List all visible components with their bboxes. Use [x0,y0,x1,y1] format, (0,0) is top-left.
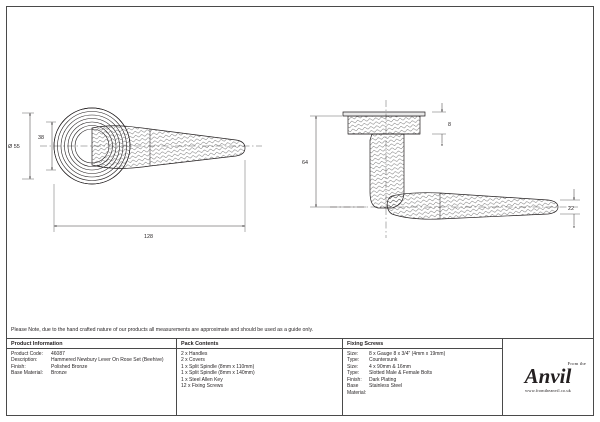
pack-contents-rows [177,349,342,390]
table-row [11,370,176,377]
table-row [347,383,502,396]
row-value: 46087 [51,350,65,357]
brand-logo-column [503,339,593,415]
row-value: 8 x Gauge 8 x 3/4" (4mm x 19mm) [369,350,446,357]
fixing-screws-column [343,339,503,415]
row-value: Bronze [51,370,67,377]
spec-table [7,339,593,415]
dim-lever-height-label: 22 [568,206,574,212]
dim-projection-label: 64 [302,160,308,166]
row-value: Slotted Male & Female Bolts [369,370,433,377]
row-label: Size: [347,363,359,370]
pack-item: 12 x Fixing Screws [181,383,223,390]
row-label: Product Code: [11,350,43,357]
row-label: Finish: [11,363,26,370]
measurement-note: Please Note, due to the hand crafted nature of our products all measurements are approximate and should be used as a guide only. [7,322,593,339]
row-label: Base Material: [11,370,43,377]
pack-item: 2 x Covers [181,357,205,364]
row-value: Dark Plating [369,376,397,383]
dim-lever-length-label: 128 [144,234,153,240]
table-row [11,351,176,358]
row-label: Size: [347,350,359,357]
table-row [11,357,176,364]
product-information-column [7,339,177,415]
list-item [181,357,342,364]
pack-contents-column [177,339,343,415]
logo-url: www.fromtheanvil.co.uk [525,388,571,393]
dim-rose-thickness-label: 8 [448,122,451,128]
table-row [347,357,502,364]
row-value: Hammered Newbury Lever On Rose Set (Beehive) [51,357,164,364]
list-item [181,370,342,377]
fixing-screws-heading: Fixing Screws [343,339,502,349]
dim-diameter-label: Ø 55 [8,144,20,150]
product-information-heading: Product Information [7,339,176,349]
table-row [347,364,502,371]
row-label: Description: [11,357,38,364]
list-item [181,351,342,358]
pack-item: 1 x Split Spindle (8mm x 140mm) [181,370,255,377]
row-label: Type: [347,357,360,364]
pack-contents-heading: Pack Contents [177,339,342,349]
pack-item: 1 x Split Spindle (8mm x 110mm) [181,363,255,370]
pack-item: 1 x Steel Allen Key [181,376,223,383]
logo-wordmark: Anvil [524,364,572,388]
row-value: Countersunk [369,357,398,364]
table-row [347,351,502,358]
row-label: Finish: [347,376,362,383]
dim-rose-depth-label: 38 [38,135,44,141]
row-value: 4 x 90mm & 16mm [369,363,411,370]
logo-tagline: From the [567,361,586,366]
row-value: Stainless Steel [369,383,403,390]
pack-item: 2 x Handles [181,350,208,357]
brand-logo [503,339,593,415]
product-information-rows [7,349,176,377]
table-row [347,370,502,377]
list-item [181,377,342,384]
fixing-screws-rows [343,349,502,397]
row-label: Base Material: [347,383,367,397]
list-item [181,383,342,390]
row-value: Polished Bronze [51,363,88,370]
list-item [181,364,342,371]
table-row [11,364,176,371]
table-row [347,377,502,384]
row-label: Type: [347,370,360,377]
